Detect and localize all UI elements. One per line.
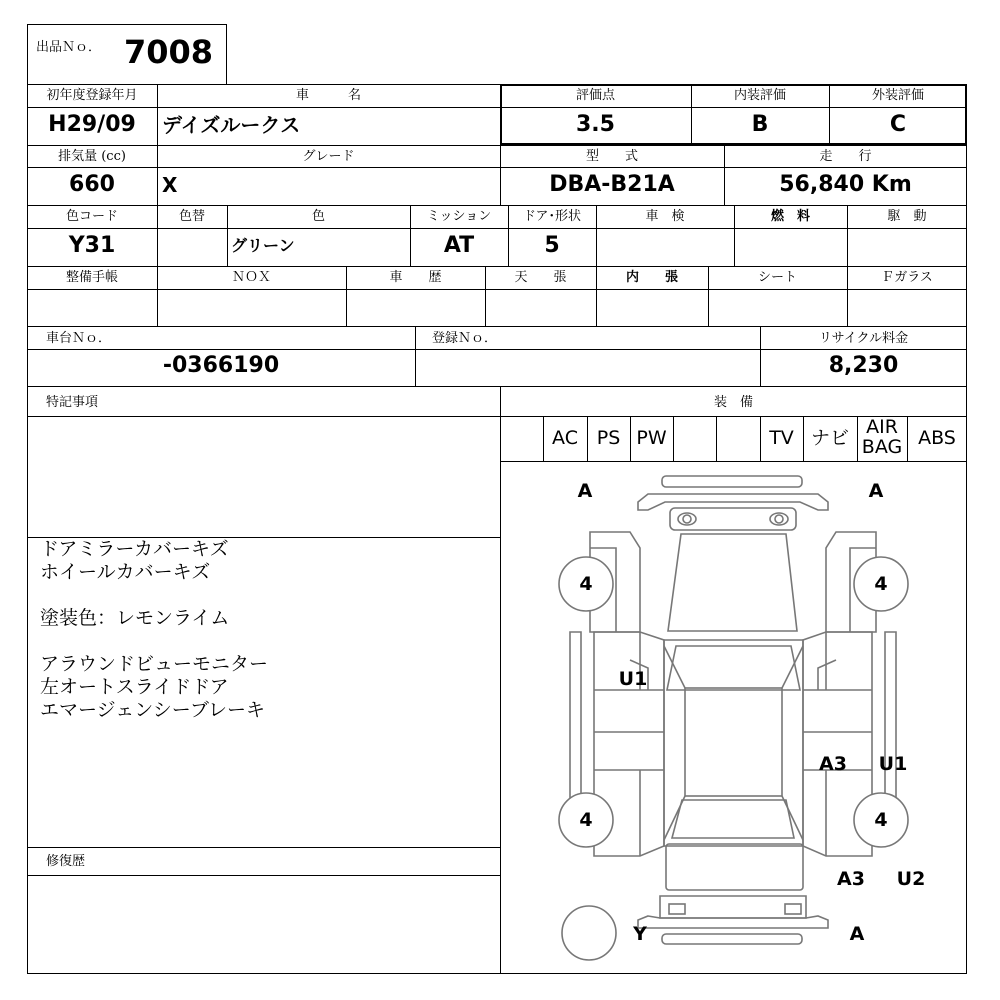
interior-label: 内装評価: [733, 88, 786, 103]
damage-front-left: A: [577, 480, 593, 502]
score: 3.5: [576, 112, 615, 137]
repair-history-label: 修復歴: [46, 854, 86, 869]
reg-year-label: 初年度登録年月: [46, 88, 138, 103]
mileage: 56,840 Km: [779, 172, 912, 197]
recycle-label: リサイクル料金: [818, 331, 909, 346]
equipment-pw: PW: [636, 427, 667, 449]
color-code: Y31: [68, 233, 116, 258]
displacement-label: 排気量 (cc): [58, 149, 126, 164]
color-label: 色: [311, 209, 325, 224]
color-name: グリーン: [231, 236, 295, 255]
color-code-label: 色コード: [65, 209, 118, 224]
glass-label: Ｆガラス: [881, 270, 933, 285]
equipment-navi: ナビ: [810, 427, 849, 449]
grade: X: [162, 173, 178, 197]
damage-hood-area: U1: [618, 668, 648, 690]
maintenance-label: 整備手帳: [65, 270, 118, 285]
exterior-label: 外装評価: [871, 88, 924, 103]
interior-trim-label: 内 張: [625, 270, 678, 285]
grade-label: グレード: [302, 149, 355, 164]
lot-number-label: 出品Ｎｏ．: [36, 40, 102, 55]
damage-front-right: A: [868, 480, 884, 502]
model-code: DBA-B21A: [549, 172, 675, 197]
car-name-label: 車 名: [295, 88, 361, 103]
damage-right-mid-a3: A3: [819, 753, 847, 775]
displacement: 660: [69, 172, 115, 197]
recycle-fee: 8,230: [828, 353, 899, 378]
chassis-number: -0366190: [162, 353, 280, 378]
note-line: ホイールカバーキズ: [40, 561, 211, 583]
tire-rear-right-value: 4: [874, 809, 888, 831]
color-change-label: 色替: [178, 209, 205, 224]
reg-year: H29/09: [48, 112, 136, 137]
equipment-label: 装 備: [713, 395, 753, 410]
note-line: エマージェンシーブレーキ: [40, 699, 266, 721]
chassis-label: 車台Ｎｏ．: [46, 331, 112, 346]
equipment-airbag: AIR BAG: [861, 416, 903, 458]
note-line: アラウンドビューモニター: [40, 653, 269, 675]
damage-rear-a3: A3: [837, 868, 865, 890]
note-line: 塗装色：レモンライム: [40, 607, 230, 629]
equipment-abs: ABS: [918, 427, 956, 449]
equipment-tv: TV: [769, 427, 794, 449]
notes-label: 特記事項: [46, 395, 99, 410]
note-line: 左オートスライドドア: [40, 676, 229, 698]
inspection-label: 車 検: [645, 209, 685, 224]
interior-grade: B: [751, 112, 769, 137]
note-line: ドアミラーカバーキズ: [40, 538, 229, 560]
ceiling-label: 天 張: [514, 270, 567, 285]
score-label: 評価点: [575, 88, 615, 103]
spare-tire: [562, 906, 616, 960]
damage-right-mid-u1: U1: [878, 753, 908, 775]
exterior-grade: C: [889, 112, 907, 137]
door-label: ドア･形状: [522, 209, 582, 224]
equipment-ps: PS: [596, 427, 621, 449]
damage-rear-a: A: [849, 923, 865, 945]
car-name: デイズルークス: [162, 113, 301, 137]
mission: AT: [443, 233, 475, 258]
fuel-label: 燃 料: [770, 209, 810, 224]
equipment-ac: AC: [552, 427, 578, 449]
mileage-label: 走 行: [819, 149, 872, 164]
model-label: 型 式: [585, 149, 638, 164]
drive-label: 駆 動: [887, 209, 927, 224]
tire-front-right-value: 4: [874, 573, 888, 595]
lot-number: 7008: [124, 33, 214, 71]
door-count: 5: [544, 233, 560, 258]
tire-front-left-value: 4: [579, 573, 593, 595]
damage-rear-u2: U2: [896, 868, 926, 890]
nox-label: ＮＯＸ: [231, 270, 271, 285]
tire-rear-left-value: 4: [579, 809, 593, 831]
mission-label: ミッション: [426, 209, 492, 224]
history-label: 車 歴: [389, 270, 442, 285]
registration-label: 登録Ｎｏ．: [432, 331, 498, 346]
seat-label: シート: [757, 270, 797, 285]
damage-rear-y: Y: [633, 923, 647, 945]
